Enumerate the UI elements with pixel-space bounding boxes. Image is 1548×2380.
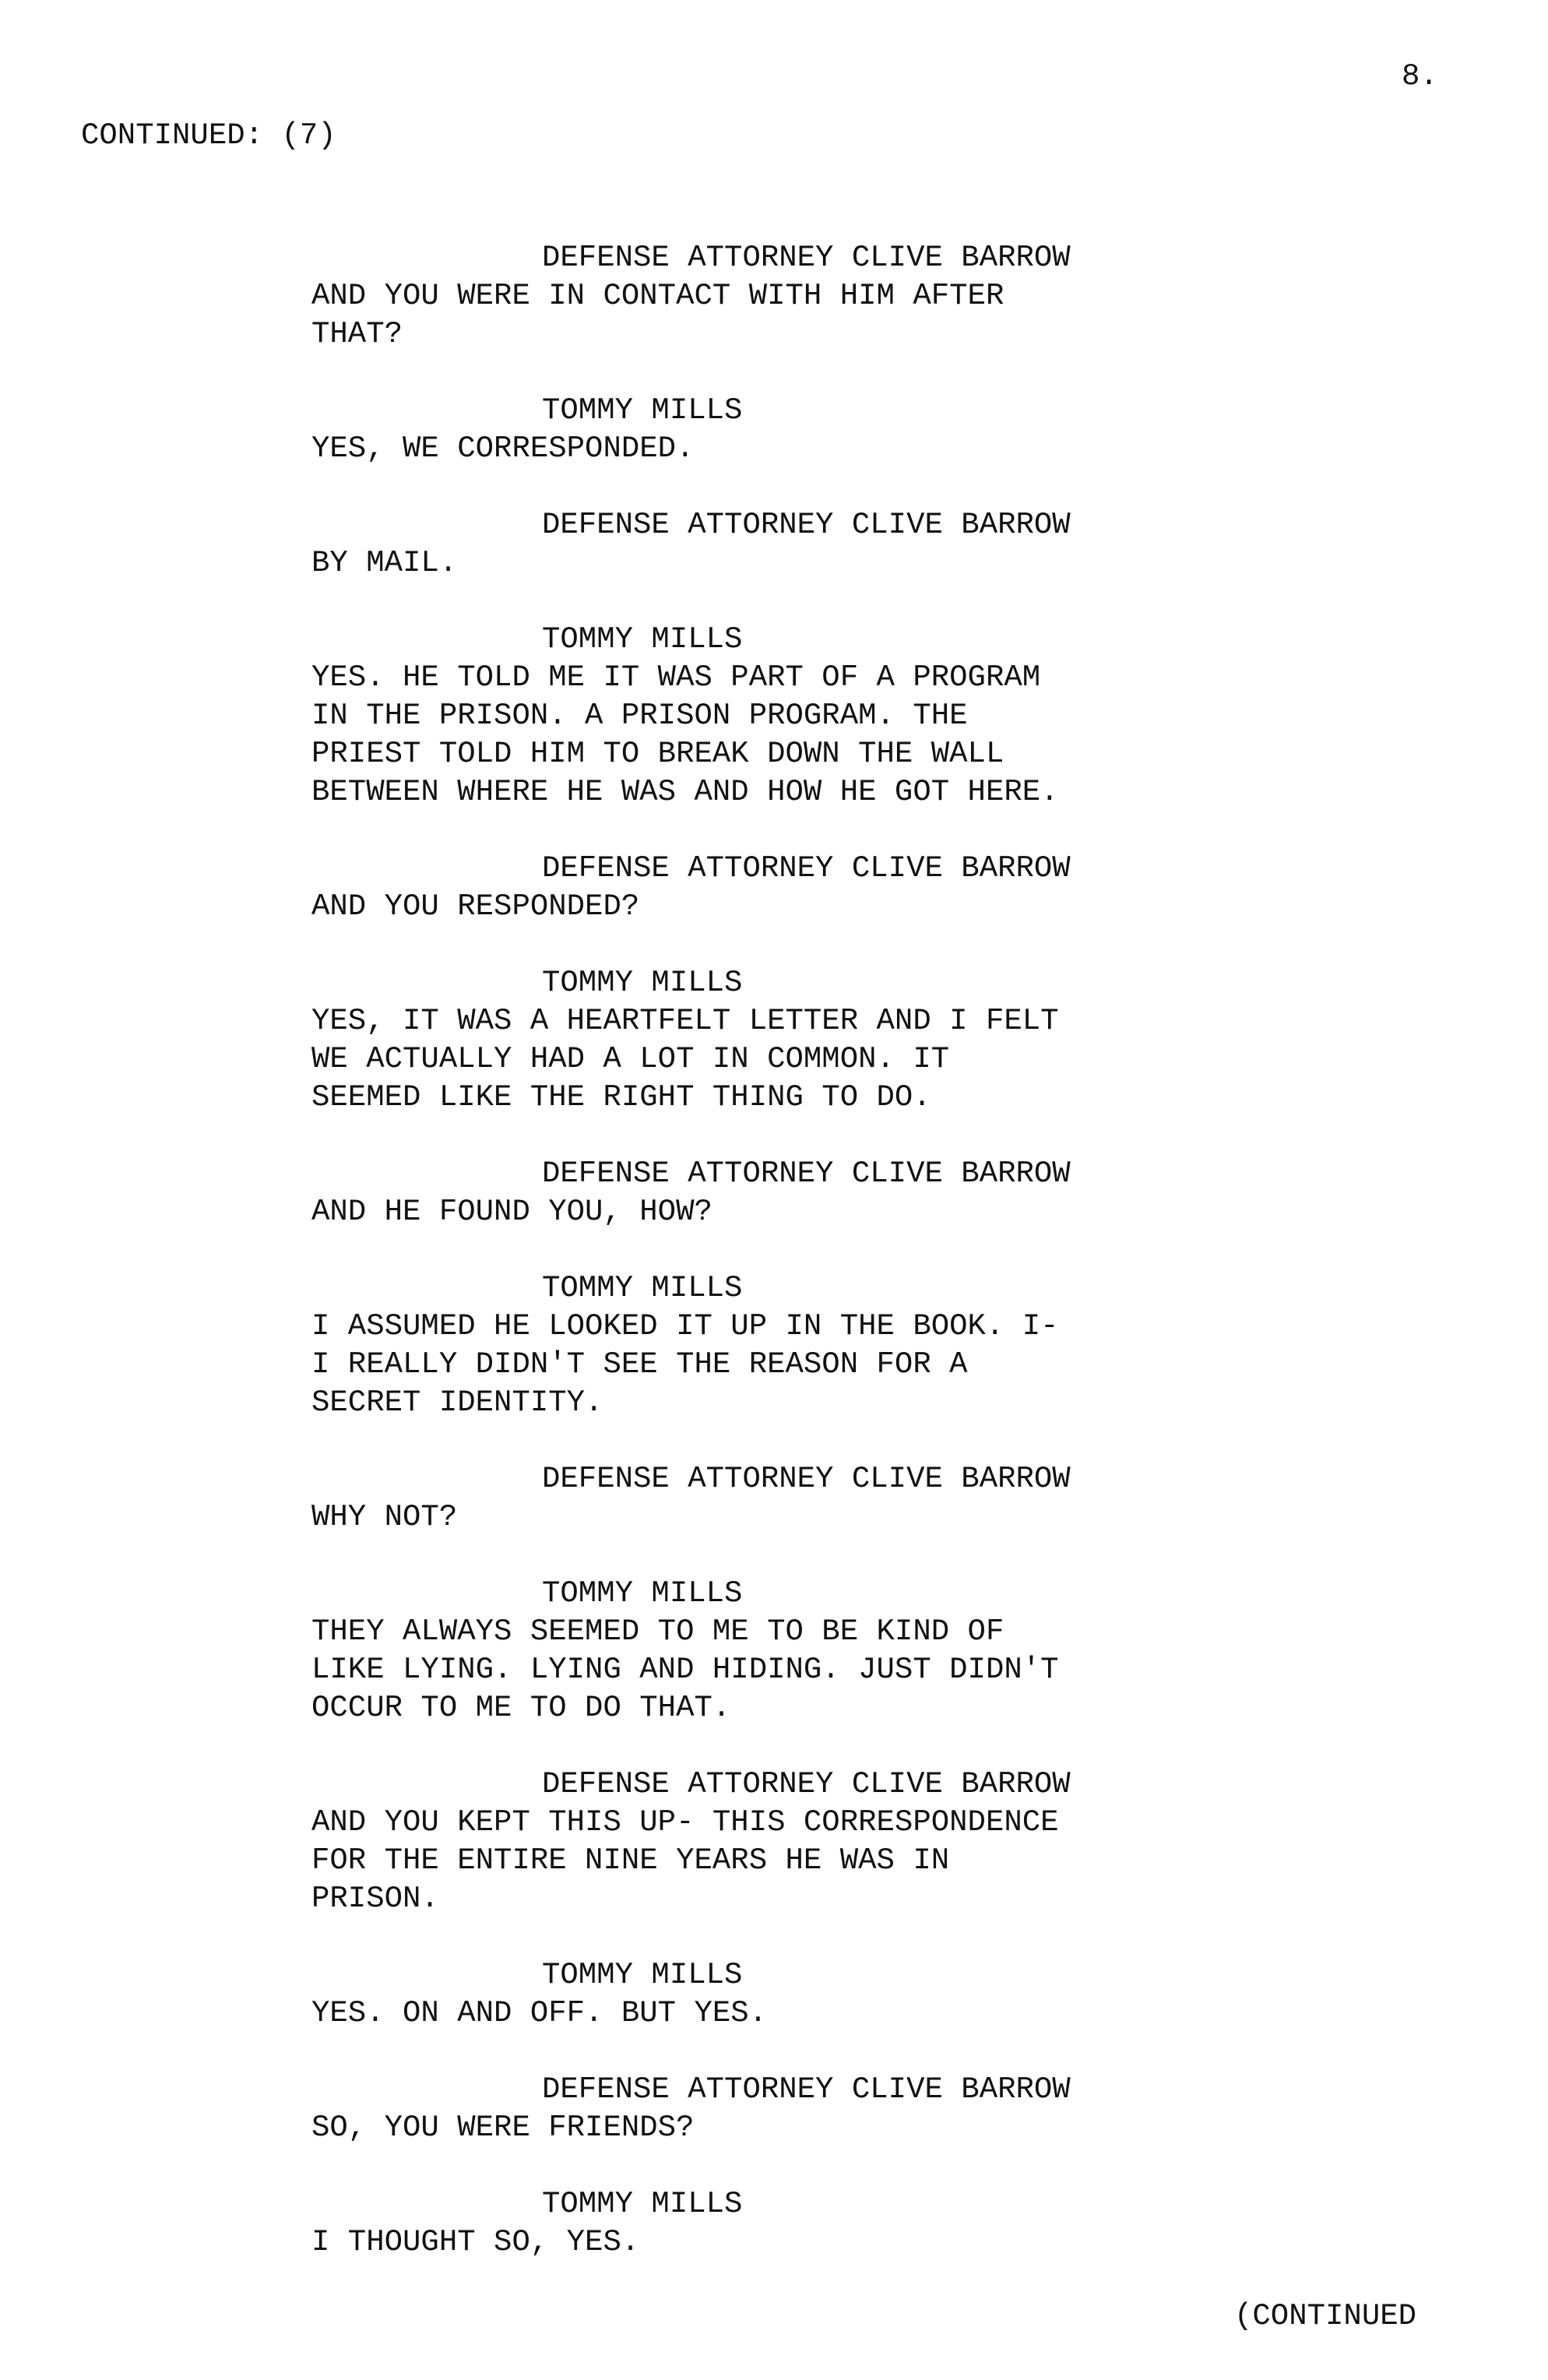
character-cue: DEFENSE ATTORNEY CLIVE BARROW <box>542 1462 1071 1496</box>
dialogue-text: I ASSUMED HE LOOKED IT UP IN THE BOOK. I- I REALLY DIDN'T SEE THE REASON FOR A SECRET IDENTITY. <box>311 1309 1059 1420</box>
dialogue-block <box>311 2071 1308 2147</box>
dialogue-text: YES. ON AND OFF. BUT YES. <box>311 1996 768 2030</box>
continued-header: CONTINUED: (7) <box>81 118 336 153</box>
dialogue-text: WHY NOT? <box>311 1500 458 1534</box>
character-cue: DEFENSE ATTORNEY CLIVE BARROW <box>542 851 1071 885</box>
dialogue-text: I THOUGHT SO, YES. <box>311 2225 640 2259</box>
dialogue-block <box>311 964 1308 1117</box>
dialogue-block <box>311 392 1308 468</box>
dialogue-block <box>311 506 1308 583</box>
character-cue: TOMMY MILLS <box>542 1576 743 1611</box>
dialogue-text: YES, WE CORRESPONDED. <box>311 431 695 466</box>
character-cue: TOMMY MILLS <box>542 622 743 657</box>
page-number: 8. <box>1402 59 1438 93</box>
dialogue-block <box>311 1460 1308 1537</box>
dialogue-block <box>311 239 1308 354</box>
continued-footer: (CONTINUED <box>1234 2299 1417 2333</box>
dialogue-text: AND YOU RESPONDED? <box>311 889 640 924</box>
character-cue: TOMMY MILLS <box>542 2187 743 2221</box>
dialogue-column <box>311 239 1308 2300</box>
dialogue-text: YES, IT WAS A HEARTFELT LETTER AND I FELT WE ACTUALLY HAD A LOT IN COMMON. IT SEEMED LIKE THE RIGHT THING TO DO. <box>311 1004 1059 1114</box>
character-cue: TOMMY MILLS <box>542 393 743 428</box>
dialogue-block <box>311 1575 1308 1727</box>
dialogue-text: BY MAIL. <box>311 546 458 580</box>
dialogue-text: AND YOU WERE IN CONTACT WITH HIM AFTER THAT? <box>311 279 1004 351</box>
character-cue: DEFENSE ATTORNEY CLIVE BARROW <box>542 2072 1071 2107</box>
dialogue-text: SO, YOU WERE FRIENDS? <box>311 2111 695 2145</box>
character-cue: TOMMY MILLS <box>542 1271 743 1305</box>
dialogue-block <box>311 850 1308 926</box>
character-cue: DEFENSE ATTORNEY CLIVE BARROW <box>542 1767 1071 1801</box>
character-cue: TOMMY MILLS <box>542 1958 743 1992</box>
dialogue-block <box>311 1269 1308 1422</box>
dialogue-block <box>311 1956 1308 2033</box>
dialogue-block <box>311 1155 1308 1231</box>
dialogue-text: YES. HE TOLD ME IT WAS PART OF A PROGRAM IN THE PRISON. A PRISON PROGRAM. THE PRIEST TOLD HIM TO BREAK DOWN THE WALL BETWEEN WHERE HE WAS AND HOW HE GOT HERE. <box>311 660 1059 809</box>
dialogue-block <box>311 2185 1308 2262</box>
dialogue-block <box>311 621 1308 812</box>
character-cue: TOMMY MILLS <box>542 966 743 1000</box>
dialogue-text: AND HE FOUND YOU, HOW? <box>311 1195 712 1229</box>
dialogue-text: AND YOU KEPT THIS UP- THIS CORRESPONDENCE FOR THE ENTIRE NINE YEARS HE WAS IN PRISON. <box>311 1805 1059 1916</box>
dialogue-block <box>311 1766 1308 1918</box>
character-cue: DEFENSE ATTORNEY CLIVE BARROW <box>542 1157 1071 1191</box>
character-cue: DEFENSE ATTORNEY CLIVE BARROW <box>542 241 1071 275</box>
dialogue-text: THEY ALWAYS SEEMED TO ME TO BE KIND OF LIKE LYING. LYING AND HIDING. JUST DIDN'T OCCUR TO ME TO DO THAT. <box>311 1614 1059 1725</box>
character-cue: DEFENSE ATTORNEY CLIVE BARROW <box>542 508 1071 542</box>
